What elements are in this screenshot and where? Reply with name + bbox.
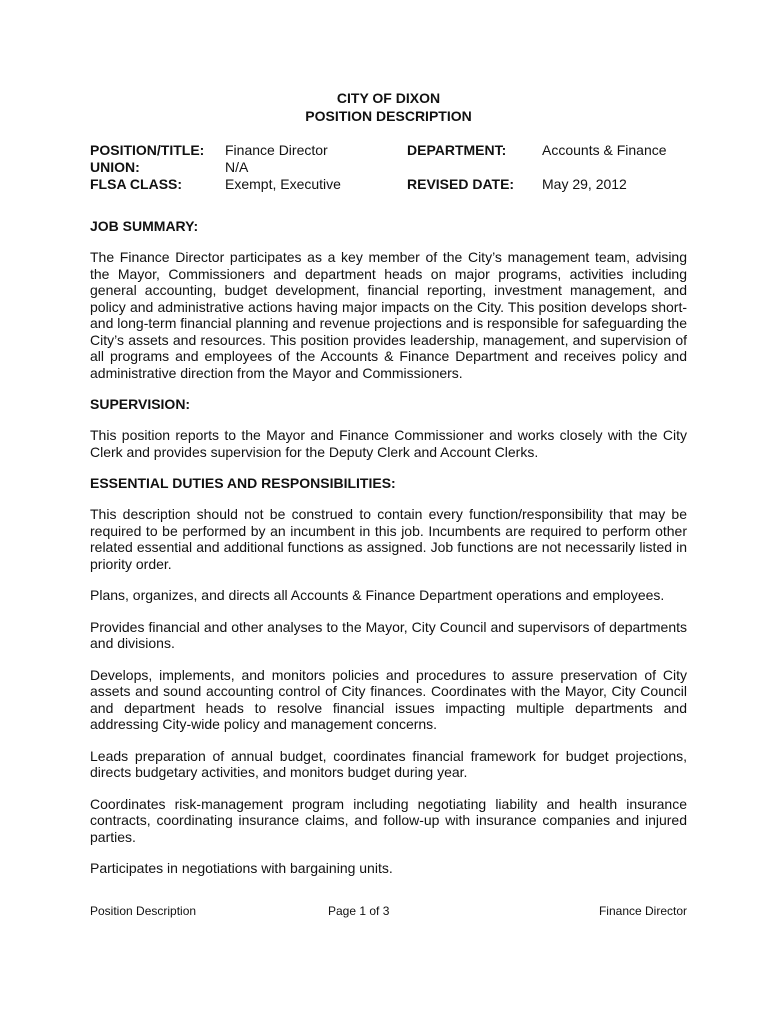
- position-title-label: POSITION/TITLE:: [90, 142, 205, 158]
- document-body: [90, 89, 687, 877]
- footer-right: Finance Director: [598, 904, 687, 918]
- union-label: UNION:: [90, 159, 140, 175]
- department-value: Accounts & Finance: [542, 142, 667, 158]
- org-name: CITY OF DIXON: [336, 90, 441, 106]
- duty-item: Provides financial and other analyses to the Mayor, City Council and supervisors of departments and divisions.: [90, 618, 687, 651]
- duty-item: Plans, organizes, and directs all Accounts & Finance Department operations and employees.: [90, 587, 665, 603]
- position-info-block: [90, 142, 687, 194]
- footer-page-number: Page 1 of 3: [328, 904, 390, 918]
- duty-item: Coordinates risk-management program including negotiating liability and health insurance contracts, coordinating insurance claims, and follow-up with insurance companies and injured parties.: [90, 795, 687, 845]
- revised-date-value: May 29, 2012: [542, 176, 627, 192]
- duty-item: Participates in negotiations with bargaining units.: [90, 860, 393, 876]
- duty-item: Develops, implements, and monitors policies and procedures to assure preservation of City assets and sound accounting control of City finances. Coordinates with the Mayor, City Council and department heads to resolve financial issues impacting multiple departments and addressing City-wide policy and management concerns.: [90, 666, 687, 732]
- duty-item: Leads preparation of annual budget, coordinates financial framework for budget projections, directs budgetary activities, and monitors budget during year.: [90, 747, 687, 780]
- revised-date-label: REVISED DATE:: [407, 176, 515, 192]
- footer-left: Position Description: [90, 904, 197, 918]
- flsa-class-label: FLSA CLASS:: [90, 176, 183, 192]
- page-footer: [90, 904, 687, 920]
- doc-type: POSITION DESCRIPTION: [305, 108, 472, 124]
- duties-heading: ESSENTIAL DUTIES AND RESPONSIBILITIES:: [90, 475, 396, 491]
- job-summary-heading: JOB SUMMARY:: [90, 218, 199, 234]
- flsa-class-value: Exempt, Executive: [225, 176, 341, 192]
- document-title: [90, 89, 687, 125]
- supervision-heading: SUPERVISION:: [90, 396, 191, 412]
- supervision-text: This position reports to the Mayor and Finance Commissioner and works closely with the City Clerk and provides supervision for the Deputy Clerk and Account Clerks.: [90, 427, 687, 460]
- department-label: DEPARTMENT:: [407, 142, 507, 158]
- job-summary-text: The Finance Director participates as a key member of the City’s management team, advising the Mayor, Commissioners and department heads on major programs, activities including general accounting, budget development, financial reporting, investment management, and policy and administrative actions having major impacts on the City. This position develops short- and long-term financial planning and revenue projections and is responsible for safeguarding the City’s assets and resources. This position provides leadership, management, and supervision of all programs and employees of the Accounts & Finance Department and receives policy and administrative direction from the Mayor and Commissioners.: [90, 249, 687, 381]
- position-title-value: Finance Director: [225, 142, 328, 158]
- union-value: N/A: [225, 159, 249, 175]
- duties-intro: This description should not be construed to contain every function/responsibility that may be required to be performed by an incumbent in this job. Incumbents are required to perform other related essential and additional functions as assigned. Job functions are not necessarily listed in priority order.: [90, 506, 687, 572]
